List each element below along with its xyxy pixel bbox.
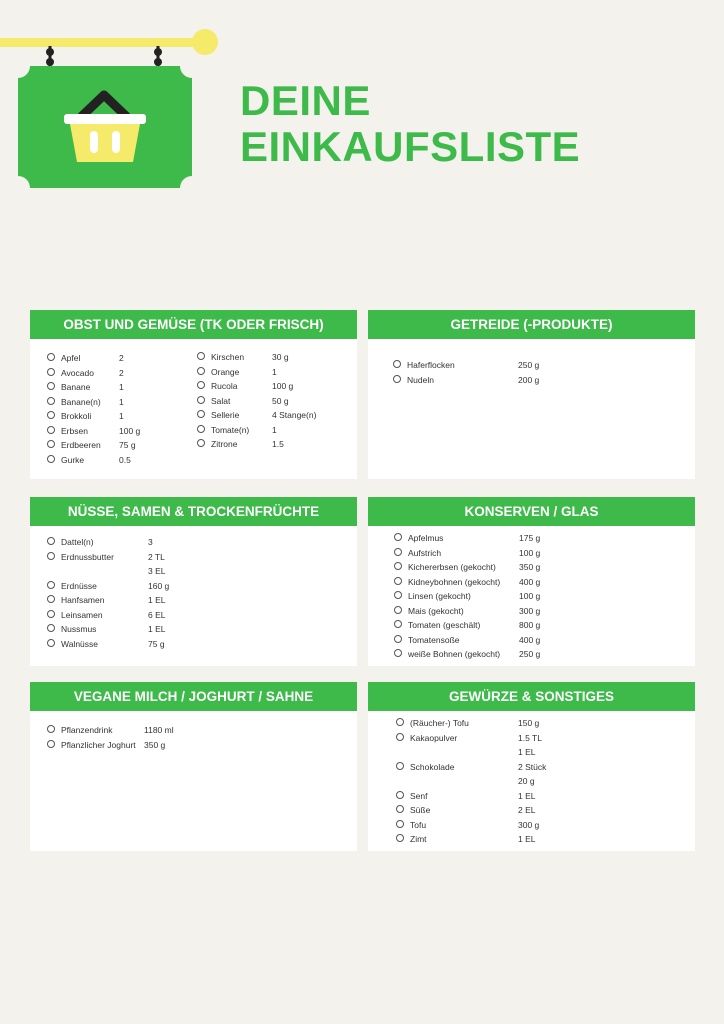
list-item	[396, 789, 686, 804]
list-item	[47, 438, 197, 453]
list-item	[396, 731, 686, 746]
checkbox-circle-icon[interactable]	[197, 439, 205, 447]
item-amount: 300 g	[518, 819, 540, 830]
list-item	[197, 350, 352, 365]
list-item	[47, 409, 197, 424]
item-list	[393, 358, 683, 387]
item-amount: 1	[119, 382, 124, 392]
item-amount: 1 EL	[518, 747, 536, 757]
list-item	[396, 832, 686, 847]
item-name: Senf	[410, 790, 428, 801]
item-amount: 2 Stück	[518, 761, 547, 772]
item-amount: 20 g	[518, 776, 535, 786]
item-name: Schokolade	[410, 761, 455, 772]
section-gewuerze	[368, 682, 695, 851]
list-item	[197, 394, 352, 409]
checkbox-circle-icon[interactable]	[47, 455, 55, 463]
checkbox-circle-icon[interactable]	[394, 649, 402, 657]
list-item	[394, 633, 684, 648]
item-amount: 4 Stange(n)	[272, 410, 317, 420]
item-amount: 400 g	[519, 634, 541, 645]
item-amount: 1.5	[272, 439, 284, 449]
list-item	[47, 564, 337, 579]
list-item	[47, 637, 337, 652]
list-item	[396, 803, 686, 818]
list-item	[396, 716, 686, 731]
list-item	[396, 760, 686, 775]
item-name: Kakaopulver	[410, 732, 458, 743]
checkbox-circle-icon[interactable]	[197, 425, 205, 433]
section-obst-gemuese	[30, 310, 357, 479]
item-name: Tomatensoße	[408, 634, 460, 645]
item-name: Haferflocken	[407, 360, 455, 370]
checkbox-circle-icon[interactable]	[396, 718, 404, 726]
checkbox-circle-icon[interactable]	[47, 581, 55, 589]
checkbox-circle-icon[interactable]	[396, 834, 404, 842]
item-name: Banane(n)	[61, 396, 101, 407]
item-amount: 100 g	[119, 425, 141, 436]
list-item	[47, 395, 197, 410]
list-item	[396, 818, 686, 833]
checkbox-circle-icon[interactable]	[47, 440, 55, 448]
item-list-col-2	[197, 350, 352, 452]
list-item	[47, 622, 337, 637]
item-name: Aufstrich	[408, 547, 442, 558]
checkbox-circle-icon[interactable]	[47, 382, 55, 390]
list-item	[396, 774, 686, 789]
section-title: GETREIDE (-PRODUKTE)	[368, 310, 695, 339]
item-amount: 160 g	[148, 580, 170, 591]
item-amount: 250 g	[519, 649, 541, 659]
item-list	[47, 723, 337, 752]
list-item	[394, 560, 684, 575]
item-amount: 1	[272, 424, 277, 435]
checkbox-circle-icon[interactable]	[394, 591, 402, 599]
checkbox-circle-icon[interactable]	[394, 606, 402, 614]
checkbox-circle-icon[interactable]	[47, 426, 55, 434]
section-nuesse	[30, 497, 357, 666]
item-amount: 50 g	[272, 395, 289, 406]
section-konserven	[368, 497, 695, 666]
checkbox-circle-icon[interactable]	[396, 762, 404, 770]
item-name: Sellerie	[211, 410, 240, 420]
item-name: Banane	[61, 382, 91, 392]
item-amount: 300 g	[519, 605, 541, 616]
item-name: Avocado	[61, 367, 94, 378]
checkbox-circle-icon[interactable]	[394, 635, 402, 643]
item-name: Erbsen	[61, 425, 88, 436]
list-item	[47, 366, 197, 381]
item-amount: 2 TL	[148, 551, 165, 562]
item-name: Zimt	[410, 834, 427, 844]
list-item	[394, 575, 684, 590]
item-name: Rucola	[211, 381, 238, 391]
item-amount: 2	[119, 353, 124, 363]
item-amount: 400 g	[519, 576, 541, 587]
list-item	[47, 351, 197, 366]
checkbox-circle-icon[interactable]	[47, 610, 55, 618]
item-name: Gurke	[61, 454, 85, 465]
list-item	[47, 593, 337, 608]
item-amount: 150 g	[518, 718, 540, 728]
list-item	[394, 589, 684, 604]
item-amount: 200 g	[518, 374, 540, 385]
list-item	[393, 358, 683, 373]
checkbox-circle-icon[interactable]	[47, 552, 55, 560]
item-amount: 1 EL	[148, 624, 166, 634]
checkbox-circle-icon[interactable]	[394, 533, 402, 541]
checkbox-circle-icon[interactable]	[394, 548, 402, 556]
checkbox-circle-icon[interactable]	[394, 562, 402, 570]
checkbox-circle-icon[interactable]	[197, 396, 205, 404]
item-amount: 75 g	[148, 638, 165, 649]
item-list	[396, 716, 686, 847]
list-item	[394, 531, 684, 546]
item-amount: 3	[148, 537, 153, 547]
checkbox-circle-icon[interactable]	[47, 537, 55, 545]
checkbox-circle-icon[interactable]	[197, 410, 205, 418]
item-name: Hanfsamen	[61, 595, 105, 605]
item-amount: 2 EL	[518, 805, 536, 815]
checkbox-circle-icon[interactable]	[197, 367, 205, 375]
item-name: Walnüsse	[61, 638, 99, 649]
item-name: Erdnüsse	[61, 580, 97, 591]
item-amount: 1.5 TL	[518, 732, 542, 743]
list-item	[394, 618, 684, 633]
item-name: Erdnussbutter	[61, 551, 114, 562]
checkbox-circle-icon[interactable]	[47, 740, 55, 748]
list-item	[197, 379, 352, 394]
item-amount: 250 g	[518, 360, 540, 370]
checkbox-circle-icon[interactable]	[47, 368, 55, 376]
item-name: Tofu	[410, 819, 427, 830]
list-item	[396, 745, 686, 760]
section-vegane-milch	[30, 682, 357, 851]
item-amount: 1 EL	[518, 790, 536, 801]
item-amount: 0.5	[119, 454, 131, 465]
item-name: Nudeln	[407, 374, 434, 385]
list-item	[47, 723, 337, 738]
item-name: weiße Bohnen (gekocht)	[408, 649, 501, 659]
item-name: Zitrone	[211, 439, 238, 449]
item-amount: 30 g	[272, 352, 289, 362]
title-line-2: EINKAUFSLISTE	[240, 123, 581, 170]
checkbox-circle-icon[interactable]	[47, 397, 55, 405]
list-item	[197, 437, 352, 452]
item-list	[47, 535, 337, 651]
item-name: Salat	[211, 395, 231, 406]
item-amount: 350 g	[519, 562, 541, 572]
item-name: Apfelmus	[408, 533, 444, 543]
list-item	[394, 647, 684, 662]
checkbox-circle-icon[interactable]	[47, 595, 55, 603]
item-name: Kichererbsen (gekocht)	[408, 562, 496, 572]
item-amount: 1	[272, 366, 277, 377]
item-name: Leinsamen	[61, 609, 103, 620]
item-name: Tomate(n)	[211, 424, 250, 435]
list-item	[47, 424, 197, 439]
item-name: (Räucher-) Tofu	[410, 718, 469, 728]
section-getreide	[368, 310, 695, 479]
checkbox-circle-icon[interactable]	[396, 733, 404, 741]
checkbox-circle-icon[interactable]	[197, 352, 205, 360]
item-name: Apfel	[61, 353, 81, 363]
section-title: OBST UND GEMÜSE (TK ODER FRISCH)	[30, 310, 357, 339]
checkbox-circle-icon[interactable]	[396, 820, 404, 828]
item-name: Orange	[211, 366, 240, 377]
list-item	[393, 373, 683, 388]
item-amount: 100 g	[272, 381, 294, 391]
checkbox-circle-icon[interactable]	[393, 360, 401, 368]
item-amount: 1 EL	[148, 595, 166, 605]
list-item	[47, 738, 337, 753]
section-title: VEGANE MILCH / JOGHURT / SAHNE	[30, 682, 357, 711]
item-name: Linsen (gekocht)	[408, 591, 471, 601]
item-amount: 800 g	[519, 620, 541, 630]
item-name: Kidneybohnen (gekocht)	[408, 576, 501, 587]
checkbox-circle-icon[interactable]	[394, 620, 402, 628]
checkbox-circle-icon[interactable]	[47, 639, 55, 647]
item-name: Pflanzendrink	[61, 725, 113, 735]
checkbox-circle-icon[interactable]	[394, 577, 402, 585]
item-name: Kirschen	[211, 352, 245, 362]
section-title: GEWÜRZE & SONSTIGES	[368, 682, 695, 711]
checkbox-circle-icon[interactable]	[47, 725, 55, 733]
item-amount: 1	[119, 411, 124, 421]
item-name: Mais (gekocht)	[408, 605, 464, 616]
title-line-1: DEINE	[240, 77, 371, 124]
item-amount: 100 g	[519, 591, 541, 601]
checkbox-circle-icon[interactable]	[393, 375, 401, 383]
item-name: Tomaten (geschält)	[408, 620, 481, 630]
item-name: Nussmus	[61, 624, 97, 634]
item-amount: 2	[119, 367, 124, 378]
shopping-basket-sign-icon	[0, 0, 230, 200]
list-item	[47, 453, 197, 468]
item-list	[394, 531, 684, 662]
item-name: Dattel(n)	[61, 537, 94, 547]
section-title: KONSERVEN / GLAS	[368, 497, 695, 526]
checkbox-circle-icon[interactable]	[47, 411, 55, 419]
item-amount: 100 g	[519, 547, 541, 558]
checkbox-circle-icon[interactable]	[197, 381, 205, 389]
list-item	[394, 546, 684, 561]
list-item	[47, 380, 197, 395]
list-item	[47, 579, 337, 594]
item-amount: 75 g	[119, 440, 136, 450]
item-amount: 6 EL	[148, 609, 166, 620]
item-amount: 350 g	[144, 739, 166, 750]
item-name: Brokkoli	[61, 411, 92, 421]
list-item	[47, 608, 337, 623]
list-item	[197, 408, 352, 423]
item-list-col-1	[47, 351, 197, 467]
checkbox-circle-icon[interactable]	[47, 353, 55, 361]
list-item	[47, 550, 337, 565]
section-title: NÜSSE, SAMEN & TROCKENFRÜCHTE	[30, 497, 357, 526]
list-item	[197, 365, 352, 380]
list-item	[394, 604, 684, 619]
page-title	[240, 78, 580, 170]
item-amount: 1180 ml	[144, 725, 174, 735]
checkbox-circle-icon[interactable]	[396, 791, 404, 799]
item-name: Pflanzlicher Joghurt	[61, 739, 136, 750]
item-name: Erdbeeren	[61, 440, 101, 450]
checkbox-circle-icon[interactable]	[396, 805, 404, 813]
item-amount: 1	[119, 396, 124, 407]
item-amount: 1 EL	[518, 834, 536, 844]
item-amount: 3 EL	[148, 566, 166, 576]
item-name: Süße	[410, 805, 431, 815]
checkbox-circle-icon[interactable]	[47, 624, 55, 632]
list-item	[197, 423, 352, 438]
list-item	[47, 535, 337, 550]
item-amount: 175 g	[519, 533, 541, 543]
